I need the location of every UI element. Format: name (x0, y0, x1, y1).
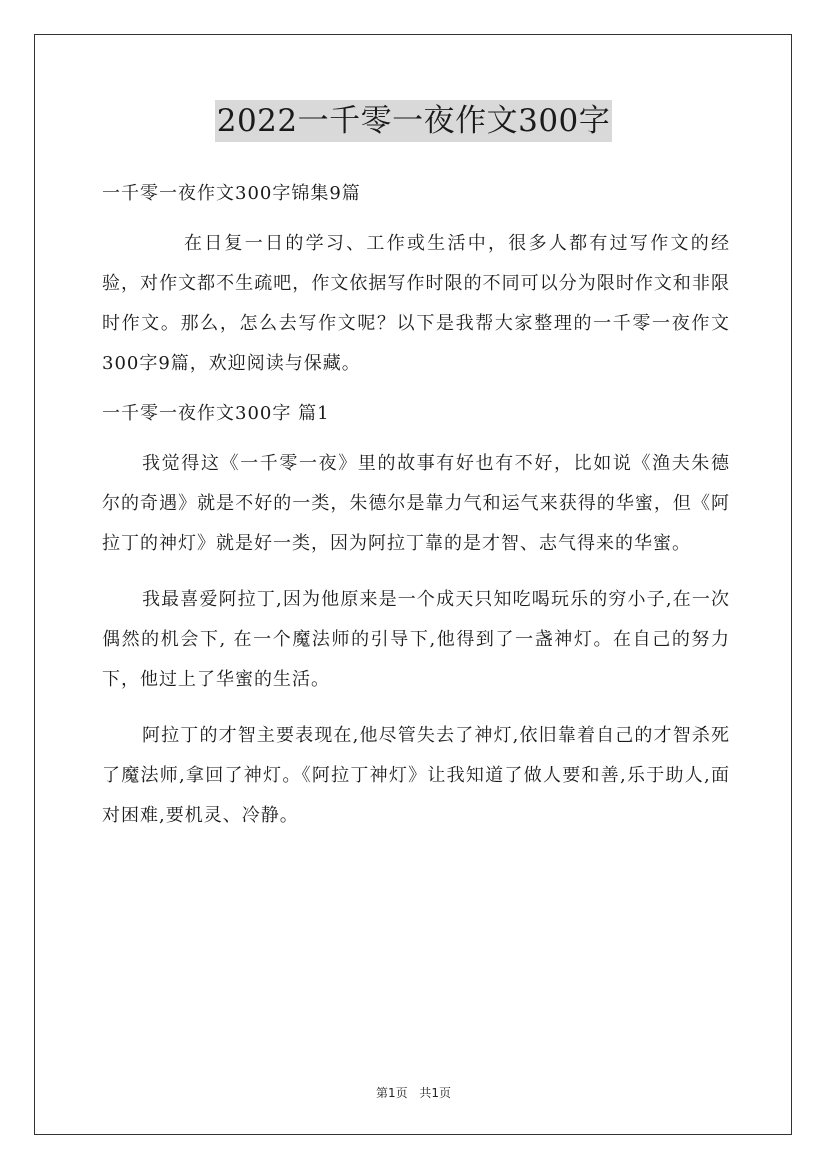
document-body (102, 174, 730, 836)
title-container (0, 100, 827, 142)
body-paragraph-1: 我觉得这《一千零一夜》里的故事有好也有不好，比如说《渔夫朱德尔的奇遇》就是不好的一类，朱德尔是靠力气和运气来获得的华蜜，但《阿拉丁的神灯》就是好一类，因为阿拉丁靠的是才智、志气得来的华蜜。 (102, 453, 730, 554)
document-subtitle: 一千零一夜作文300字锦集9篇 (102, 183, 361, 204)
page-number: 第1页 (375, 1086, 408, 1100)
body-paragraph-2: 我最喜爱阿拉丁,因为他原来是一个成天只知吃喝玩乐的穷小子,在一次偶然的机会下, 在一个魔法师的引导下,他得到了一盏神灯。在自己的努力下，他过上了华蜜的生活。 (102, 589, 730, 690)
document-title: 2022一千零一夜作文300字 (215, 100, 613, 142)
intro-paragraph: 在日复一日的学习、工作或生活中，很多人都有过写作文的经验，对作文都不生疏吧，作文依据写作时限的不同可以分为限时作文和非限时作文。那么，怎么去写作文呢？以下是我帮大家整理的一千零一夜作文300字9篇，欢迎阅读与保藏。 (102, 233, 730, 374)
body-paragraph-3: 阿拉丁的才智主要表现在,他尽管失去了神灯,依旧靠着自己的才智杀死了魔法师,拿回了神灯。《阿拉丁神灯》让我知道了做人要和善,乐于助人,面对困难,要机灵、冷静。 (102, 725, 730, 826)
page-footer (0, 1084, 827, 1101)
section-heading: 一千零一夜作文300字 篇1 (102, 403, 330, 424)
page-total: 共1页 (419, 1086, 452, 1100)
